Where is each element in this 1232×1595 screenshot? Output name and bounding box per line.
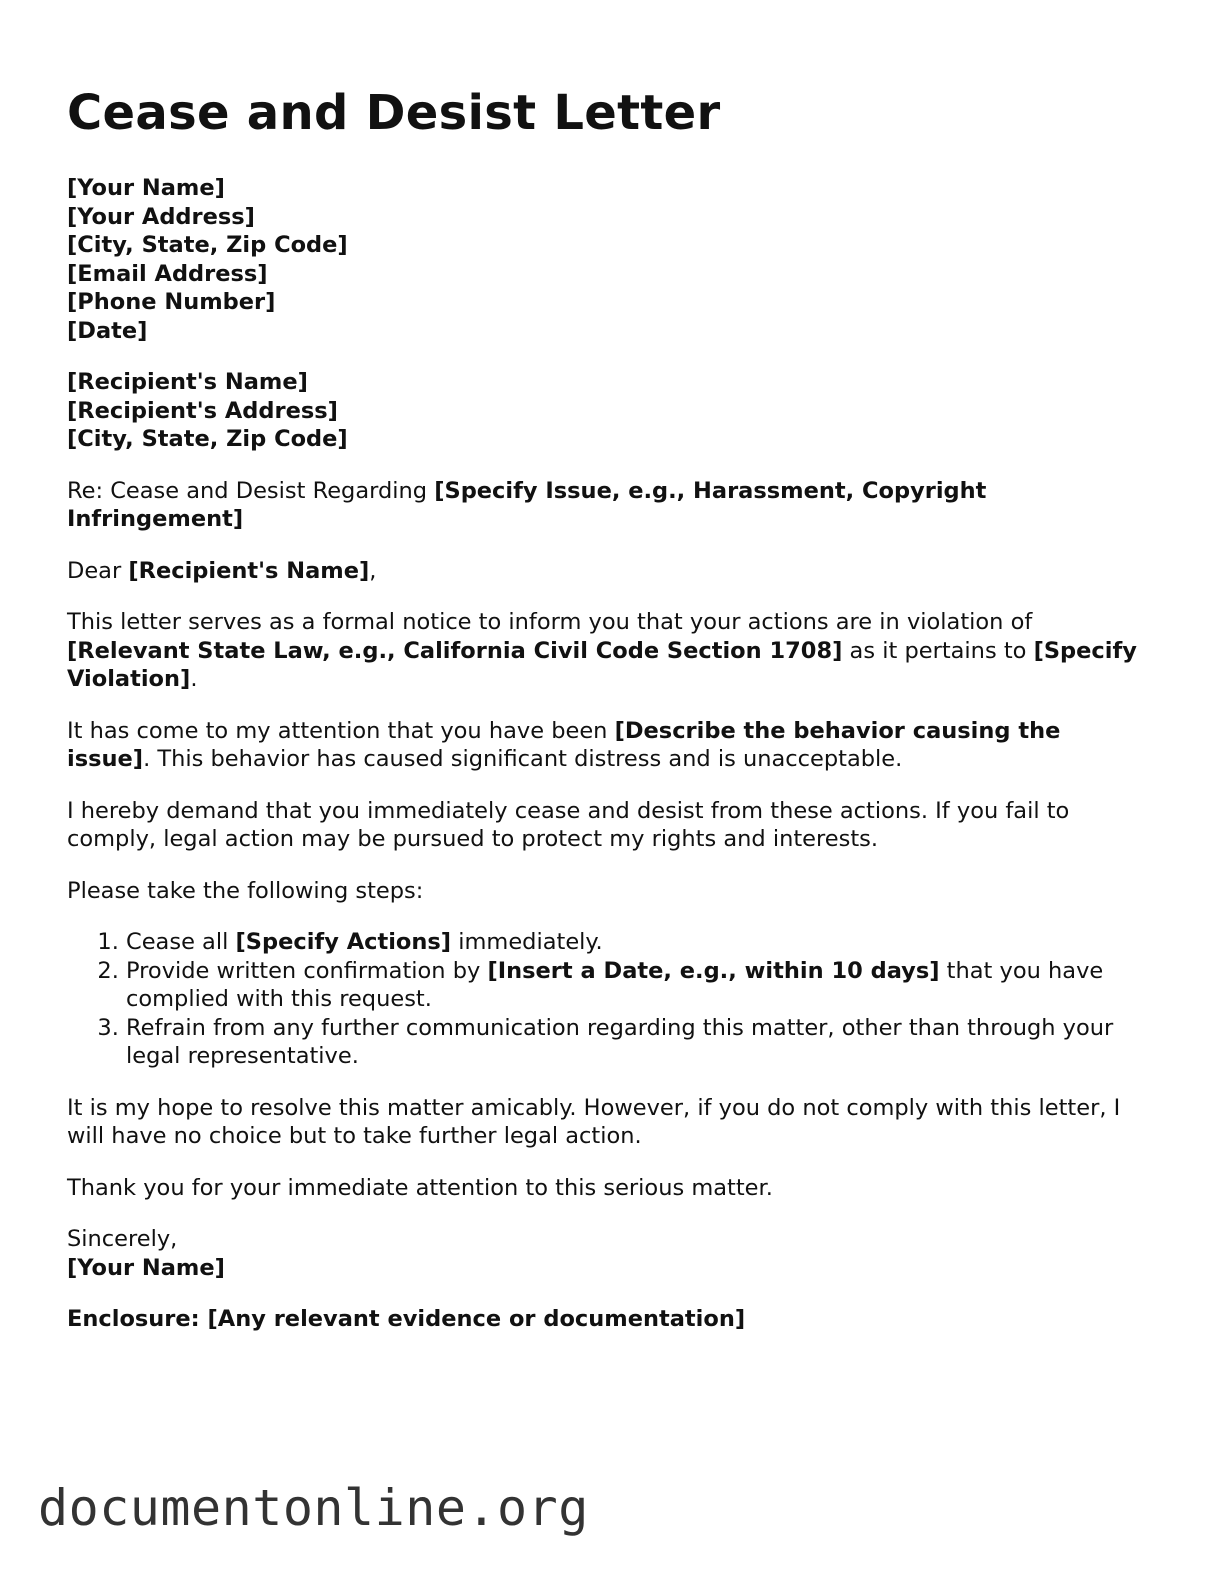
closing: Sincerely,	[67, 1226, 178, 1252]
salutation: Dear [Recipient's Name],	[67, 557, 377, 584]
sender-email: [Email Address]	[67, 260, 268, 287]
recipient-name: [Recipient's Name]	[67, 369, 308, 395]
sender-address: [Your Address]	[67, 203, 255, 230]
paragraph-notice: This letter serves as a formal notice to inform you that your actions are in violation of [Relevant State Law, e.g., California Civil Code Section 1708] as it pertains to [Specify Violation].	[67, 609, 1137, 692]
subject-issue: [Specify Issue, e.g., Harassment, Copyright Infringement]	[67, 477, 987, 532]
signature-name: [Your Name]	[67, 1254, 225, 1281]
steps-list	[67, 928, 1147, 1071]
paragraph-demand: I hereby demand that you immediately cease and desist from these actions. If you fail to comply, legal action may be pursued to protect my rights and interests.	[67, 797, 1070, 852]
list-item: 3. Refrain from any further communication regarding this matter, other than through your legal representative.	[126, 1014, 1147, 1071]
paragraph-resolve: It is my hope to resolve this matter amicably. However, if you do not comply with this letter, I will have no choice but to take further legal action.	[67, 1094, 1121, 1149]
paragraph-thanks: Thank you for your immediate attention to this serious matter.	[67, 1174, 773, 1201]
sender-address-block	[67, 174, 1147, 345]
behavior-description: [Describe the behavior causing the issue]	[67, 717, 1061, 772]
sender-name: [Your Name]	[67, 175, 225, 201]
page-title: Cease and Desist Letter	[67, 85, 721, 141]
list-item: 1. Cease all [Specify Actions] immediately.	[126, 928, 1147, 957]
sender-phone: [Phone Number]	[67, 289, 276, 315]
recipient-city: [City, State, Zip Code]	[67, 426, 348, 452]
list-item: 2. Provide written confirmation by [Insert a Date, e.g., within 10 days] that you have complied with this request.	[126, 957, 1147, 1014]
enclosure-line: Enclosure: [Any relevant evidence or documentation]	[67, 1306, 746, 1332]
relevant-law: [Relevant State Law, e.g., California Civil Code Section 1708]	[67, 637, 843, 664]
subject-line: Re: Cease and Desist Regarding [Specify Issue, e.g., Harassment, Copyright Infringement]	[67, 477, 987, 532]
sender-city: [City, State, Zip Code]	[67, 232, 348, 258]
letter-date: [Date]	[67, 317, 148, 344]
recipient-address-block	[67, 368, 1147, 454]
specify-violation: [Specify Violation]	[67, 637, 1137, 692]
paragraph-behavior: It has come to my attention that you have been [Describe the behavior causing the issue]. This behavior has caused significant distress and is unacceptable.	[67, 717, 1061, 772]
steps-intro: Please take the following steps:	[67, 877, 424, 904]
recipient-address: [Recipient's Address]	[67, 397, 338, 424]
watermark: documentonline.org	[38, 1479, 589, 1537]
salutation-name: [Recipient's Name]	[128, 557, 370, 584]
letter-page	[67, 78, 1147, 1334]
